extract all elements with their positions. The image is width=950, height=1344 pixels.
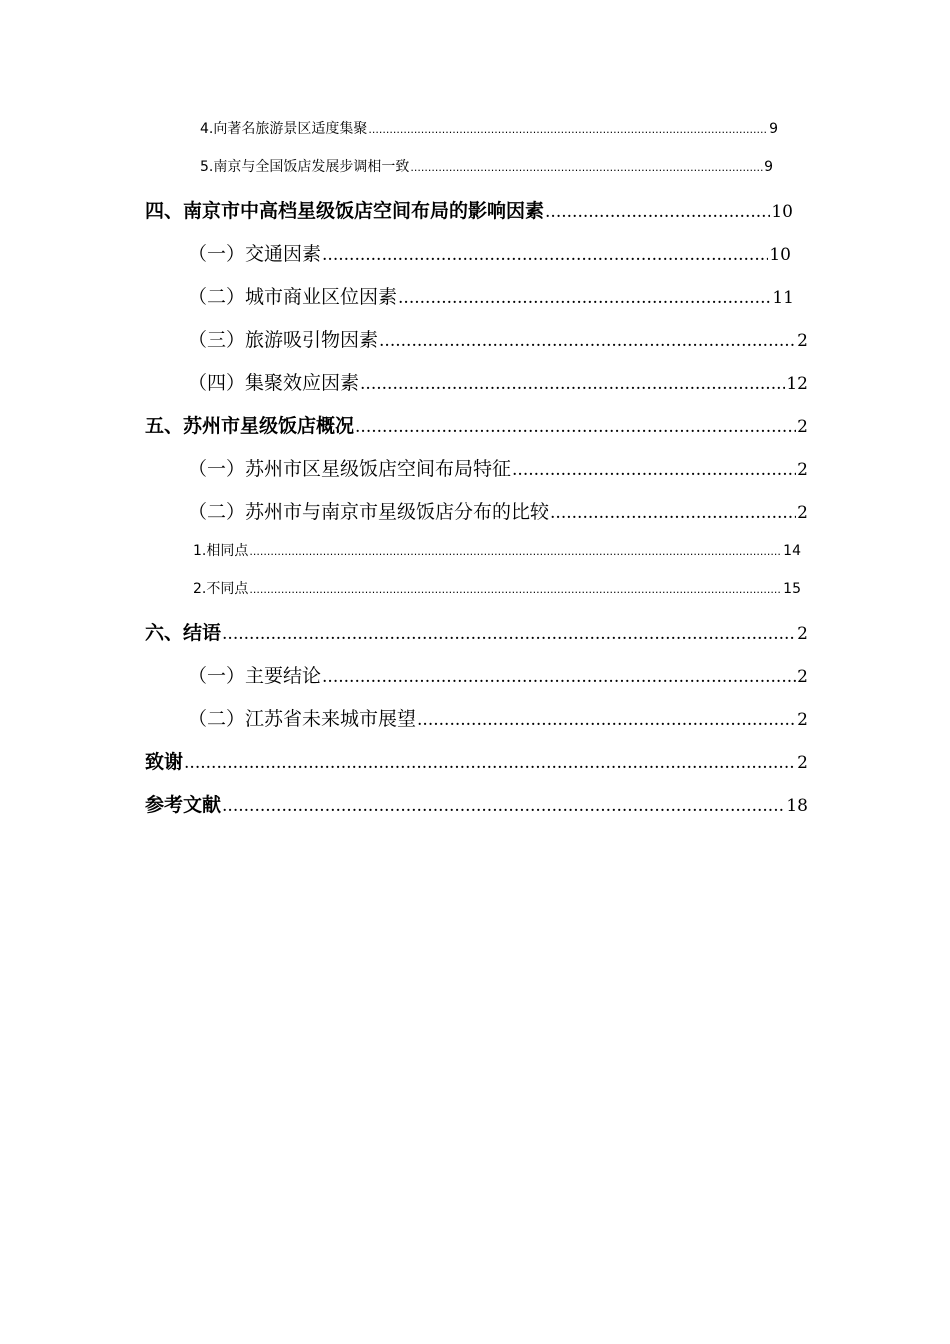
toc-entry-page: 2 bbox=[797, 331, 808, 351]
toc-entry[interactable] bbox=[145, 411, 808, 438]
toc-leader-dots bbox=[222, 624, 796, 644]
toc-leader-dots bbox=[398, 288, 771, 308]
toc-entry-page: 2 bbox=[797, 460, 808, 480]
toc-entry-page: 2 bbox=[797, 710, 808, 730]
toc-entry-page: 14 bbox=[783, 543, 801, 559]
toc-entry[interactable] bbox=[200, 156, 773, 176]
toc-leader-dots bbox=[360, 374, 785, 394]
toc-entry[interactable] bbox=[193, 540, 801, 560]
toc-leader-dots bbox=[410, 161, 763, 174]
toc-entry-page: 18 bbox=[786, 796, 808, 816]
toc-entry-page: 10 bbox=[769, 245, 791, 265]
toc-entry-page: 9 bbox=[764, 159, 773, 175]
toc-entry-title: 参考文献 bbox=[145, 794, 222, 816]
toc-entry-title: （二）苏州市与南京市星级饭店分布的比较 bbox=[188, 501, 550, 523]
toc-leader-dots bbox=[417, 710, 796, 730]
toc-leader-dots bbox=[355, 417, 796, 437]
toc-entry-page: 2 bbox=[797, 753, 808, 773]
toc-leader-dots bbox=[249, 545, 782, 558]
toc-entry-title: 4.向著名旅游景区适度集聚 bbox=[200, 121, 368, 137]
toc-entry-title: 5.南京与全国饭店发展步调相一致 bbox=[200, 159, 410, 175]
toc-entry[interactable] bbox=[188, 497, 808, 524]
toc-entry[interactable] bbox=[188, 239, 791, 266]
toc-leader-dots bbox=[368, 123, 768, 136]
toc-leader-dots bbox=[322, 245, 768, 265]
toc-entry[interactable] bbox=[200, 118, 778, 138]
toc-entry-page: 2 bbox=[797, 624, 808, 644]
toc-entry-title: （二）江苏省未来城市展望 bbox=[188, 708, 417, 730]
toc-entry[interactable] bbox=[193, 578, 801, 598]
toc-entry[interactable] bbox=[188, 282, 794, 309]
toc-entry-title: （三）旅游吸引物因素 bbox=[188, 329, 379, 351]
toc-entry-page: 2 bbox=[797, 667, 808, 687]
toc-entry-title: 四、南京市中高档星级饭店空间布局的影响因素 bbox=[145, 200, 545, 222]
toc-entry[interactable] bbox=[145, 196, 793, 223]
toc-leader-dots bbox=[249, 583, 782, 596]
toc-entry-title: （一）主要结论 bbox=[188, 665, 322, 687]
toc-leader-dots bbox=[545, 202, 770, 222]
toc-leader-dots bbox=[222, 796, 785, 816]
toc-leader-dots bbox=[550, 503, 796, 523]
toc-entry[interactable] bbox=[188, 454, 808, 481]
toc-entry-title: （一）交通因素 bbox=[188, 243, 322, 265]
toc-entry-page: 2 bbox=[797, 503, 808, 523]
toc-entry-page: 15 bbox=[783, 581, 801, 597]
toc-entry-page: 12 bbox=[786, 374, 808, 394]
toc-entry-page: 2 bbox=[797, 417, 808, 437]
toc-entry-title: 五、苏州市星级饭店概况 bbox=[145, 415, 355, 437]
toc-entry-title: （二）城市商业区位因素 bbox=[188, 286, 398, 308]
toc-entry-title: 1.相同点 bbox=[193, 543, 249, 559]
toc-entry-title: （一）苏州市区星级饭店空间布局特征 bbox=[188, 458, 512, 480]
toc-entry-page: 9 bbox=[769, 121, 778, 137]
toc-entry[interactable] bbox=[188, 325, 808, 352]
toc-entry-title: 2.不同点 bbox=[193, 581, 249, 597]
toc-entry[interactable] bbox=[145, 790, 808, 817]
toc-leader-dots bbox=[512, 460, 796, 480]
toc-entry[interactable] bbox=[145, 747, 808, 774]
toc-leader-dots bbox=[322, 667, 796, 687]
toc-entry[interactable] bbox=[188, 704, 808, 731]
toc-leader-dots bbox=[379, 331, 796, 351]
toc-entry-page: 10 bbox=[771, 202, 793, 222]
toc-entry[interactable] bbox=[188, 661, 808, 688]
toc-leader-dots bbox=[184, 753, 796, 773]
toc-entry[interactable] bbox=[188, 368, 808, 395]
toc-entry-title: 致谢 bbox=[145, 751, 184, 773]
toc-entry-title: 六、结语 bbox=[145, 622, 222, 644]
toc-entry[interactable] bbox=[145, 618, 808, 645]
toc-entry-page: 11 bbox=[772, 288, 794, 308]
toc-entry-title: （四）集聚效应因素 bbox=[188, 372, 360, 394]
